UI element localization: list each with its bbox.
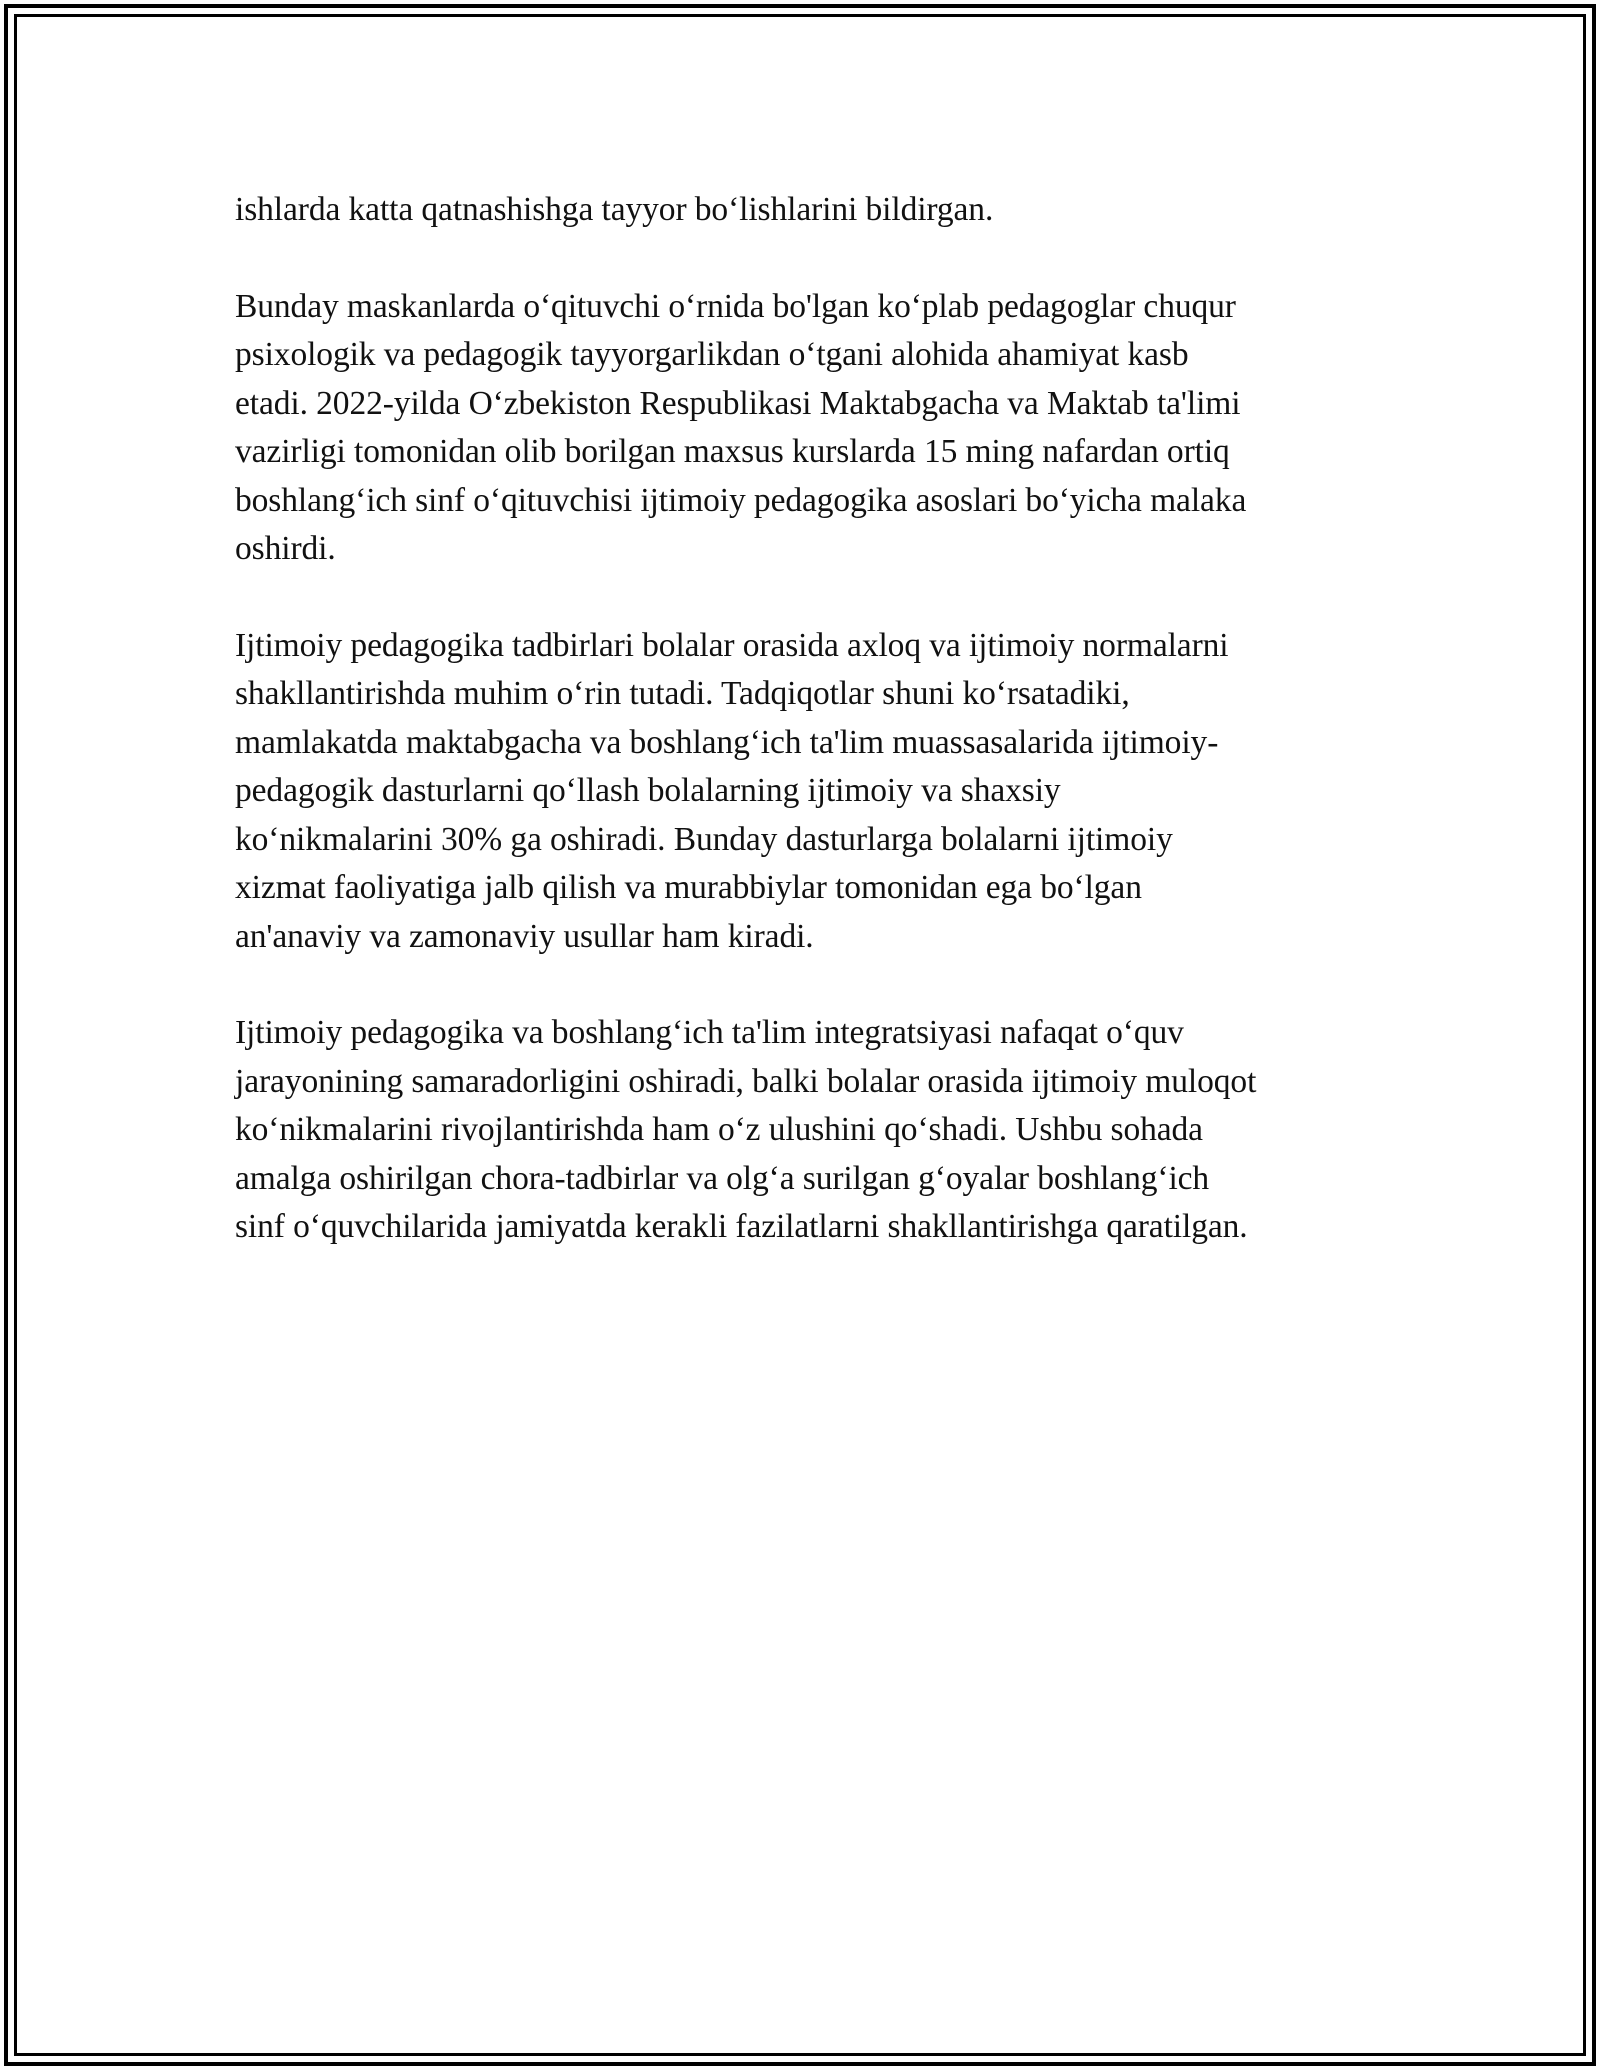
text-line: psixologik va pedagogik tayyorgarlikdan o‘tgani alohida ahamiyat kasb <box>235 336 1189 373</box>
text-line: boshlang‘ich sinf o‘qituvchisi ijtimoiy pedagogika asoslari bo‘yicha malaka <box>235 481 1247 519</box>
text-line: Ijtimoiy pedagogika va boshlang‘ich ta'lim integratsiyasi nafaqat o‘quv <box>235 1014 1184 1051</box>
text-line: an'anaviy va zamonaviy usullar ham kiradi. <box>235 917 814 955</box>
document-body <box>235 186 1375 1300</box>
text-line: etadi. 2022-yilda O‘zbekiston Respublikasi Maktabgacha va Maktab ta'limi <box>235 384 1241 422</box>
text-line: amalga oshirilgan chora-tadbirlar va olg‘a surilgan g‘oyalar boshlang‘ich <box>235 1159 1210 1197</box>
text-line: Bunday maskanlarda o‘qituvchi o‘rnida bo'lgan ko‘plab pedagoglar chuqur <box>235 287 1236 325</box>
text-line: jarayonining samaradorligini oshiradi, balki bolalar orasida ijtimoiy muloqot <box>235 1062 1257 1100</box>
text-line: xizmat faoliyatiga jalb qilish va murabbiylar tomonidan ega bo‘lgan <box>235 869 1142 906</box>
text-line: ko‘nikmalarini 30% ga oshiradi. Bunday dasturlarga bolalarni ijtimoiy <box>235 820 1173 858</box>
text-line: Ijtimoiy pedagogika tadbirlari bolalar orasida axloq va ijtimoiy normalarni <box>235 626 1229 664</box>
text-line: ko‘nikmalarini rivojlantirishda ham o‘z ulushini qo‘shadi. Ushbu sohada <box>235 1111 1203 1148</box>
text-line: vazirligi tomonidan olib borilgan maxsus kurslarda 15 ming nafardan ortiq <box>235 433 1230 470</box>
text-line: shakllantirishda muhim o‘rin tutadi. Tadqiqotlar shuni ko‘rsatadiki, <box>235 675 1130 712</box>
text-line: oshirdi. <box>235 530 336 567</box>
paragraph-4 <box>235 1009 1375 1252</box>
paragraph-3 <box>235 622 1375 962</box>
paragraph-1 <box>235 186 1375 235</box>
text-line: ishlarda katta qatnashishga tayyor bo‘lishlarini bildirgan. <box>235 191 994 228</box>
paragraph-2 <box>235 283 1375 574</box>
text-line: pedagogik dasturlarni qo‘llash bolalarning ijtimoiy va shaxsiy <box>235 772 1061 809</box>
text-line: sinf o‘quvchilarida jamiyatda kerakli fazilatlarni shakllantirishga qaratilgan. <box>235 1208 1248 1245</box>
text-line: mamlakatda maktabgacha va boshlang‘ich ta'lim muassasalarida ijtimoiy- <box>235 723 1219 761</box>
